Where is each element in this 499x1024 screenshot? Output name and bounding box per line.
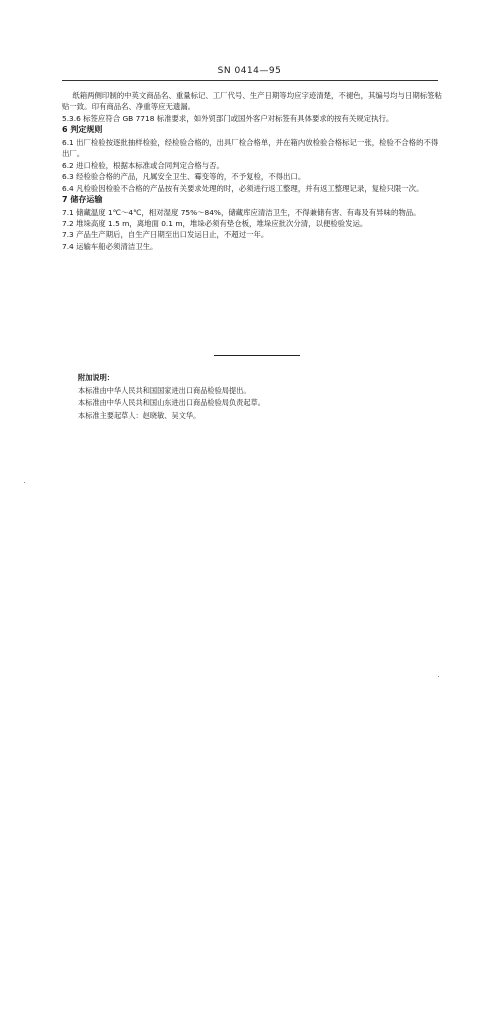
clause-6-2: 6.2 进口检验，根据本标准或合同判定合格与否。	[62, 160, 224, 170]
appendix-line: 本标准主要起草人：赵晓敏、吴文华。	[78, 410, 201, 420]
standard-number-header: SN 0414—95	[217, 66, 282, 76]
clause-6-3: 6.3 经检验合格的产品，凡属安全卫生、霉变等的，不予复检，不得出口。	[62, 172, 306, 182]
document-body	[62, 90, 442, 252]
clause-5-3-6: 5.3.6 标签应符合 GB 7718 标准要求，如外贸部门或国外客户对标签有具体要求的按有关规定执行。	[62, 113, 394, 123]
appendix-line: 本标准由中华人民共和国国家进出口商品检验局提出。	[78, 385, 251, 395]
clause-7-2: 7.2 堆垛高度 1.5 m，离地面 0.1 m，堆垛必须有垫仓板，堆垛应批次分清，以便检验发运。	[62, 219, 368, 228]
clause-6-1: 6.1 出厂检验按逐批抽样检验，经检验合格的，出具厂检合格单，并在箱内放检验合格标记一张，检验不合格的不得出厂。	[62, 137, 439, 159]
scan-speck	[438, 676, 439, 677]
section-7-heading: 7 储存运输	[62, 195, 103, 205]
clause-6-4: 6.4 凡检验因检验不合格的产品按有关要求处理的时，必须进行返工整理，并有返工整理记录，复检只限一次。	[62, 183, 424, 193]
appendix-notes	[78, 372, 398, 422]
end-of-text-rule	[214, 355, 300, 356]
clause-7-3: 7.3 产品生产期后，自生产日期至出口发运日止，不超过一年。	[62, 230, 269, 240]
scan-speck	[24, 482, 25, 483]
appendix-title: 附加说明：	[78, 373, 114, 382]
clause-7-1: 7.1 储藏温度 1℃～4℃，相对湿度 75%～84%，储藏库应清洁卫生，不得兼储有害、有毒及有异味的物品。	[62, 207, 421, 217]
header-divider	[62, 80, 438, 81]
section-6-heading: 6 判定规则	[62, 125, 103, 135]
clause-7-4: 7.4 运输车船必须清洁卫生。	[62, 241, 158, 251]
appendix-line: 本标准由中华人民共和国山东进出口商品检验局负责起草。	[78, 398, 265, 408]
intro-paragraph: 纸箱两侧印制的中英文商品名、重量标记、工厂代号、生产日期等均应字迹清楚，不褪色，其编号均与日期标签粘贴一致。印有商品名、净重等应无遗漏。	[62, 91, 442, 112]
